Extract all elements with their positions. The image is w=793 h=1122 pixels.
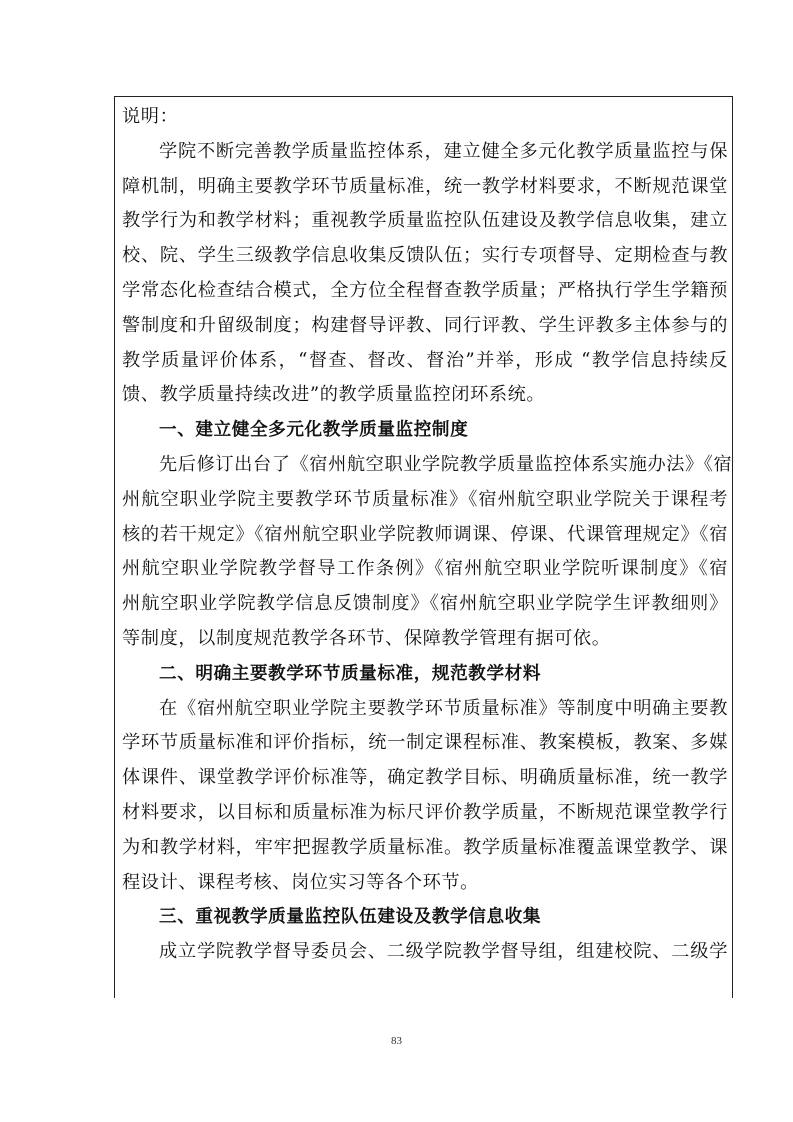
paragraph-line: 成立学院教学督导委员会、二级学院教学督导组，组建校院、二级学 (159, 941, 728, 963)
paragraph-line: 州航空职业学院教学信息反馈制度》《宿州航空职业学院学生评教细则》 (122, 593, 728, 615)
paragraph-line: 警制度和升留级制度；构建督导评教、同行评教、学生评教多主体参与的 (122, 314, 728, 336)
paragraph-line: 材料要求，以目标和质量标准为标尺评价教学质量，不断规范课堂教学行 (122, 801, 728, 823)
paragraph-line: 教学行为和教学材料；重视教学质量监控队伍建设及教学信息收集，建立 (122, 210, 728, 232)
paragraph-line: 馈、教学质量持续改进”的教学质量监控闭环系统。 (122, 384, 546, 406)
paragraph-line: 等制度，以制度规范教学各环节、保障教学管理有据可依。 (122, 627, 611, 649)
paragraph-line: 校、院、学生三级教学信息收集反馈队伍；实行专项督导、定期检查与教 (122, 245, 728, 267)
paragraph-line: 程设计、课程考核、岗位实习等各个环节。 (122, 871, 479, 893)
section-heading: 一、建立健全多元化教学质量监控制度 (159, 420, 469, 441)
paragraph-line: 州航空职业学院主要教学环节质量标准》《宿州航空职业学院关于课程考 (122, 488, 728, 510)
paragraph-line: 学环节质量标准和评价指标，统一制定课程标准、教案模板，教案、多媒 (122, 732, 728, 754)
paragraph-line: 在《宿州航空职业学院主要教学环节质量标准》等制度中明确主要教 (159, 697, 728, 719)
page-number: 83 (391, 1035, 402, 1047)
note-label: 说明： (122, 106, 179, 127)
paragraph-line: 障机制，明确主要教学环节质量标准，统一教学材料要求，不断规范课堂 (122, 175, 728, 197)
section-heading: 三、重视教学质量监控队伍建设及教学信息收集 (159, 907, 542, 928)
section-heading: 二、明确主要教学环节质量标准，规范教学材料 (159, 663, 542, 684)
paragraph-line: 教学质量评价体系，“督查、督改、督治”并举，形成 “教学信息持续反 (122, 349, 728, 371)
document-body (122, 100, 733, 970)
paragraph-line: 核的若干规定》《宿州航空职业学院教师调课、停课、代课管理规定》《宿 (122, 523, 728, 545)
paragraph-line: 州航空职业学院教学督导工作条例》《宿州航空职业学院听课制度》《宿 (122, 558, 728, 580)
paragraph-line: 为和教学材料，牢牢把握教学质量标准。教学质量标准覆盖课堂教学、课 (122, 836, 728, 858)
paragraph-line: 学院不断完善教学质量监控体系，建立健全多元化教学质量监控与保 (159, 140, 728, 162)
paragraph-line: 学常态化检查结合模式，全方位全程督查教学质量；严格执行学生学籍预 (122, 279, 728, 301)
paragraph-line: 体课件、课堂教学评价标准等，确定教学目标、明确质量标准，统一教学 (122, 767, 728, 789)
paragraph-line: 先后修订出台了《宿州航空职业学院教学质量监控体系实施办法》《宿 (159, 453, 733, 475)
